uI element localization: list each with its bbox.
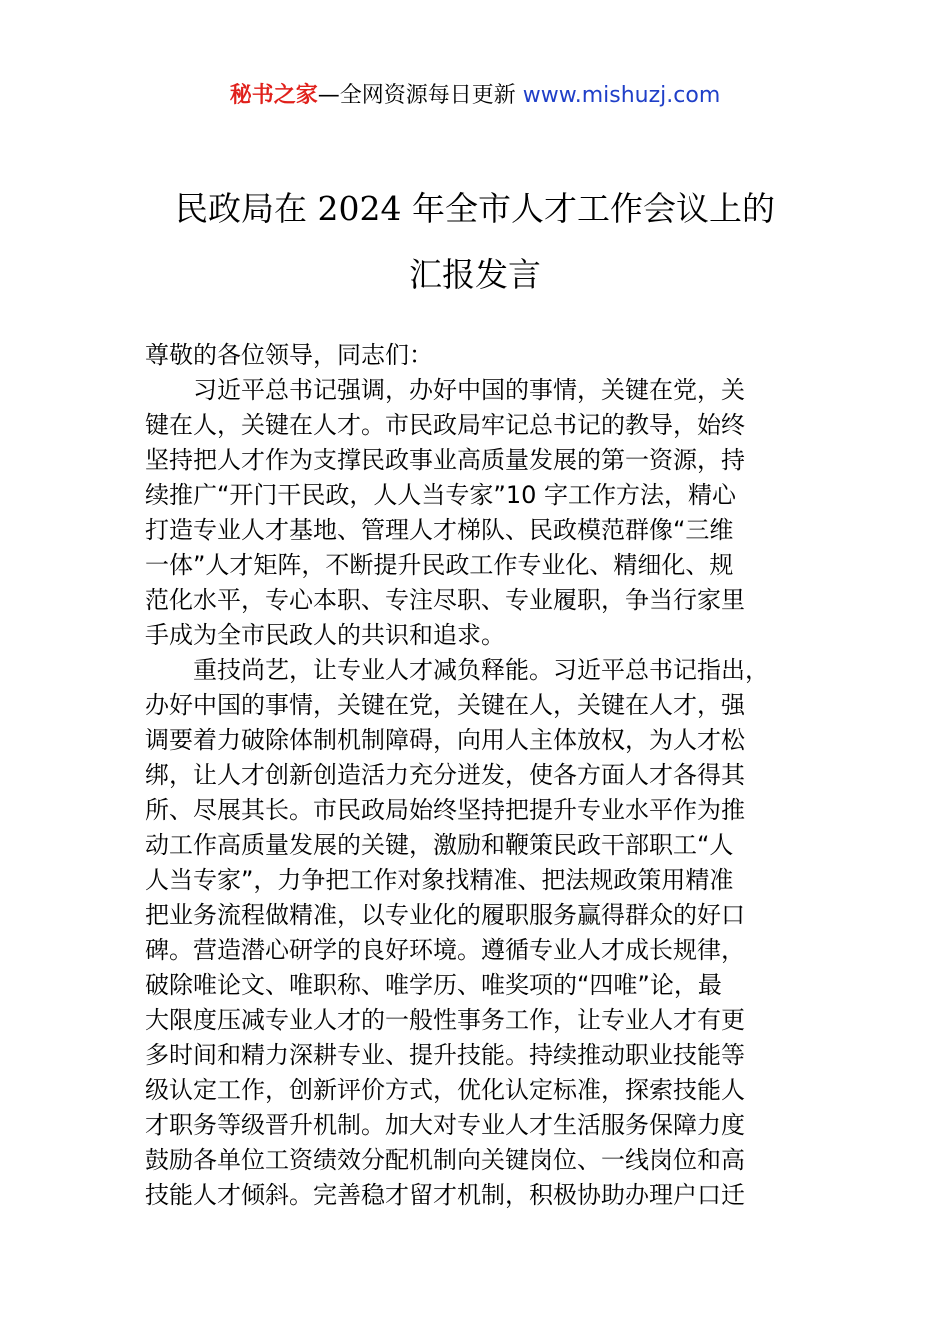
document-body xyxy=(145,338,810,1213)
title-line-2: 汇报发言 xyxy=(409,255,541,294)
body-line: 一体”人才矩阵，不断提升民政工作专业化、精细化、规 xyxy=(145,551,734,579)
body-line: 破除唯论文、唯职称、唯学历、唯奖项的“四唯”论，最 xyxy=(145,971,722,999)
site-header xyxy=(0,80,950,112)
body-line: 把业务流程做精准，以专业化的履职服务赢得群众的好口 xyxy=(145,901,745,929)
body-line: 调要着力破除体制机制障碍，向用人主体放权，为人才松 xyxy=(145,726,745,754)
body-line: 办好中国的事情，关键在党，关键在人，关键在人才，强 xyxy=(145,691,745,719)
body-line: 级认定工作，创新评价方式，优化认定标准，探索技能人 xyxy=(145,1076,745,1104)
body-line: 范化水平，专心本职、专注尽职、专业履职，争当行家里 xyxy=(145,586,745,614)
body-line: 鼓励各单位工资绩效分配机制向关键岗位、一线岗位和高 xyxy=(145,1146,745,1174)
body-line: 多时间和精力深耕专业、提升技能。持续推动职业技能等 xyxy=(145,1041,745,1069)
body-line: 才职务等级晋升机制。加大对专业人才生活服务保障力度 xyxy=(145,1111,745,1139)
body-line: 打造专业人才基地、管理人才梯队、民政模范群像“三维 xyxy=(145,516,734,544)
body-line: 键在人，关键在人才。市民政局牢记总书记的教导，始终 xyxy=(145,411,745,439)
site-brand: 秘书之家 xyxy=(229,83,318,108)
document-title xyxy=(0,176,950,308)
site-tagline: —全网资源每日更新 xyxy=(317,83,516,108)
body-line: 大限度压减专业人才的一般性事务工作，让专业人才有更 xyxy=(145,1006,745,1034)
body-line: 重技尚艺，让专业人才减负释能。习近平总书记指出， xyxy=(145,656,769,684)
site-url-link[interactable]: www.mishuzj.com xyxy=(522,83,721,108)
body-line: 人当专家”，力争把工作对象找精准、把法规政策用精准 xyxy=(145,866,734,894)
body-line: 习近平总书记强调，办好中国的事情，关键在党，关 xyxy=(145,376,745,404)
body-line: 手成为全市民政人的共识和追求。 xyxy=(145,621,505,649)
body-line: 碑。营造潜心研学的良好环境。遵循专业人才成长规律， xyxy=(145,936,745,964)
body-line: 所、尽展其长。市民政局始终坚持把提升专业水平作为推 xyxy=(145,796,745,824)
body-line: 动工作高质量发展的关键，激励和鞭策民政干部职工“人 xyxy=(145,831,734,859)
body-line: 尊敬的各位领导，同志们： xyxy=(145,341,433,369)
body-line: 坚持把人才作为支撑民政事业高质量发展的第一资源，持 xyxy=(145,446,745,474)
body-line: 技能人才倾斜。完善稳才留才机制，积极协助办理户口迁 xyxy=(145,1181,745,1209)
title-line-1: 民政局在 2024 年全市人才工作会议上的 xyxy=(175,189,775,228)
body-line: 续推广“开门干民政，人人当专家”10 字工作方法，精心 xyxy=(145,481,737,509)
body-line: 绑，让人才创新创造活力充分迸发，使各方面人才各得其 xyxy=(145,761,745,789)
